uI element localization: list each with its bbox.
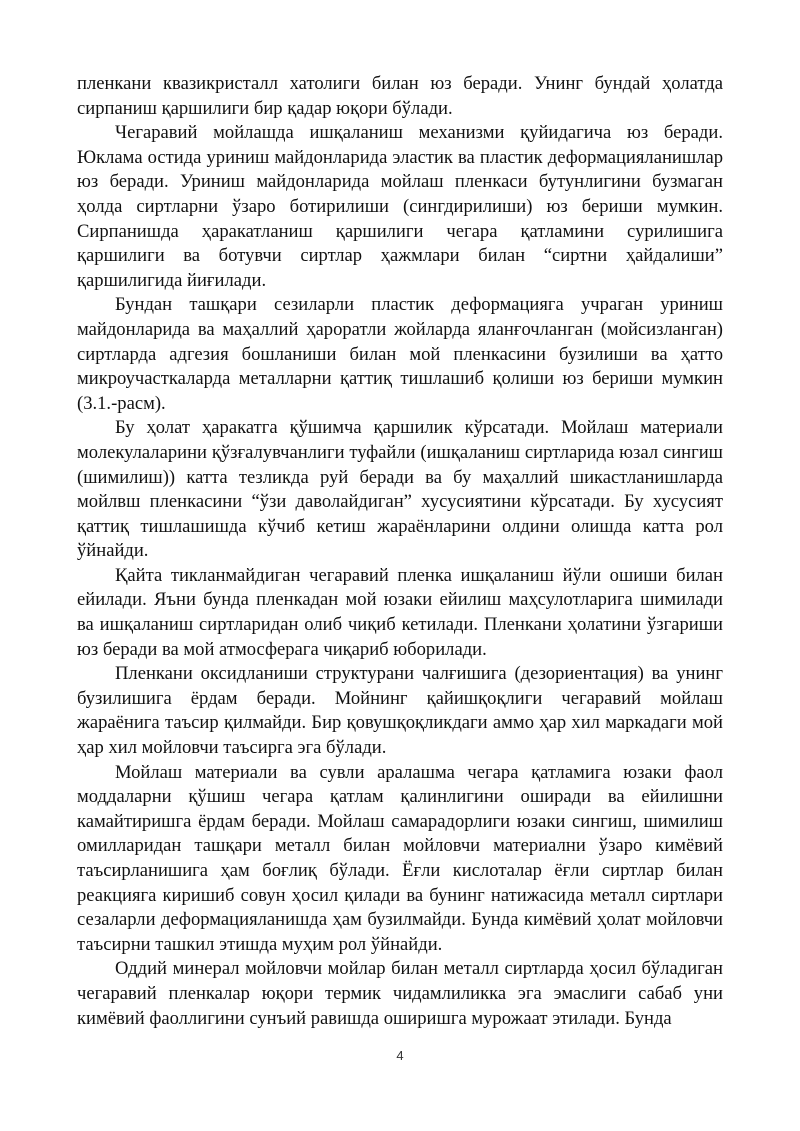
body-text <box>77 72 723 1031</box>
paragraph: Бу ҳолат ҳаракатга қўшимча қаршилик кўрсатади. Мойлаш материали молекулаларини қўзғалувчанлиги туфайли (ишқаланиш сиртларида юзал сингиш (шимилиш)) катта тезликда руй беради ва бу маҳаллий шикастланишларда мойлвш пленкасини “ўзи даволайдиган” хусусиятини кўрсатади. Бу хусусият қаттиқ тишлашишда кўчиб кетиш жараёнларини олдини олишда катта рол ўйнайди. <box>77 417 723 562</box>
paragraph: Пленкани оксидланиши структурани чалғишига (дезориентация) ва унинг бузилишига ёрдам беради. Мойнинг қайишқоқлиги чегаравий мойлаш жараёнига таъсир қилмайди. Бир қовушқоқликдаги аммо ҳар хил маркадаги мой ҳар хил мойловчи таъсирга эга бўлади. <box>77 663 723 759</box>
paragraph: Оддий минерал мойловчи мойлар билан металл сиртларда ҳосил бўладиган чегаравий пленкалар юқори термик чидамлиликка эга эмаслиги сабаб уни кимёвий фаоллигини сунъий равишда оширишга мурожаат этилади. Бунда <box>77 958 723 1029</box>
page-number: 4 <box>396 1048 404 1063</box>
paragraph: пленкани квазикристалл хатолиги билан юз беради. Унинг бундай ҳолатда сирпаниш қаршилиги бир қадар юқори бўлади. <box>77 73 723 119</box>
paragraph: Мойлаш материали ва сувли аралашма чегара қатламига юзаки фаол моддаларни қўшиш чегара қатлам қалинлигини оширади ва ейилишни камайтиришга ёрдам беради. Мойлаш самарадорлиги юзаки сингиш, шимилиш омилларидан ташқари металл билан мойловчи материални ўзаро кимёвий таъсирланишига ҳам боғлиқ бўлади. Ёғли кислоталар ёғли сиртлар билан реакцияга киришиб совун ҳосил қилади ва бунинг натижасида металл сиртлари сезаларли деформацияланишда ҳам бузилмайди. Бунда кимёвий ҳолат мойловчи таъсирни ташкил этишда муҳим рол ўйнайди. <box>77 761 723 955</box>
paragraph: Чегаравий мойлашда ишқаланиш механизми қуйидагича юз беради. Юклама остида уриниш майдонларида эластик ва пластик деформацияланишлар юз беради. Уриниш майдонларида мойлаш пленкаси бутунлигини бузмаган ҳолда сиртларни ўзаро ботирилиши (сингдирилиши) юз бериши мумкин. Сирпанишда ҳаракатланиш қаршилиги чегара қатламини сурилишига қаршилиги ва ботувчи сиртлар ҳажмлари билан “сиртни ҳайдалиши” қаршилигида йиғилади. <box>77 122 723 291</box>
paragraph: Бундан ташқари сезиларли пластик деформацияга учраган уриниш майдонларида ва маҳаллий ҳароратли жойларда яланғочланган (мойсизланган) сиртларда адгезия бошланиши билан мой пленкасини бузилиши ва ҳатто микроучасткаларда металларни қаттиқ тишлашиб қолиши юз бериши мумкин (3.1.-расм). <box>77 294 723 414</box>
paragraph: Қайта тикланмайдиган чегаравий пленка ишқаланиш йўли ошиши билан ейилади. Яъни бунда пленкадан мой юзаки ейилиш маҳсулотларига шимилади ва ишқаланиш сиртларидан олиб чиқиб кетилади. Пленкани ҳолатини ўзгариши юз беради ва мой атмосферага чиқариб юборилади. <box>77 564 723 660</box>
